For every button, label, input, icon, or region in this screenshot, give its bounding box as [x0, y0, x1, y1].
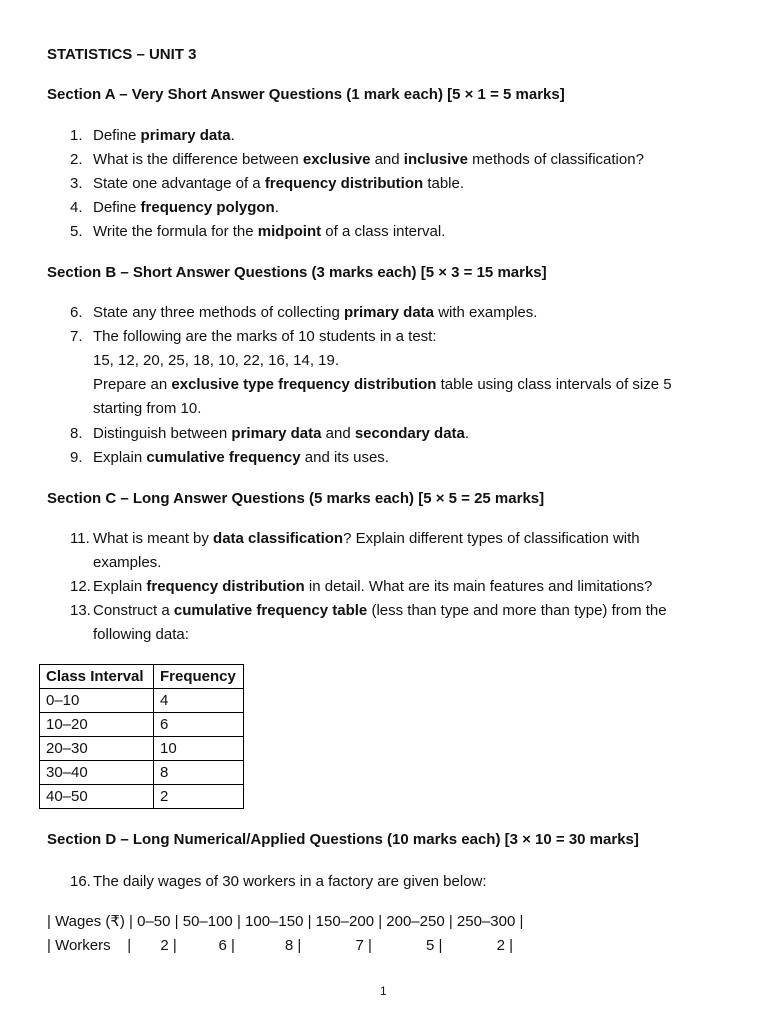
- question-7: 7. The following are the marks of 10 students in a test:: [70, 328, 437, 345]
- question-7-instruction: Prepare an exclusive type frequency distribution table using class intervals of size 5: [93, 376, 672, 393]
- table-header-cell: Frequency: [154, 665, 244, 689]
- table-cell: 10: [154, 737, 244, 761]
- question-1: 1. Define primary data.: [70, 127, 235, 144]
- section-d-heading: Section D – Long Numerical/Applied Questions (10 marks each) [3 × 10 = 30 marks]: [47, 831, 639, 848]
- table-cell: 20–30: [40, 737, 154, 761]
- table-header-row: [40, 665, 244, 689]
- wages-header-line: | Wages (₹) | 0–50 | 50–100 | 100–150 | 150–200 | 200–250 | 250–300 |: [47, 913, 524, 930]
- question-7-instruction-cont: starting from 10.: [93, 400, 202, 417]
- table-header-cell: Class Interval: [40, 665, 154, 689]
- table-cell: 4: [154, 689, 244, 713]
- question-16: 16. The daily wages of 30 workers in a factory are given below:: [70, 873, 487, 890]
- section-c-heading: Section C – Long Answer Questions (5 marks each) [5 × 5 = 25 marks]: [47, 490, 545, 507]
- table-row: [40, 785, 244, 809]
- table-cell: 40–50: [40, 785, 154, 809]
- question-7-marks-list: 15, 12, 20, 25, 18, 10, 22, 16, 14, 19.: [93, 352, 340, 369]
- table-cell: 0–10: [40, 689, 154, 713]
- question-3: 3. State one advantage of a frequency distribution table.: [70, 175, 465, 192]
- question-6: 6. State any three methods of collecting primary data with examples.: [70, 304, 538, 321]
- table-row: [40, 713, 244, 737]
- class-frequency-table: [39, 664, 244, 809]
- question-11: 11. What is meant by data classification? Explain different types of classification with: [70, 530, 640, 547]
- table-cell: 30–40: [40, 761, 154, 785]
- table-cell: 6: [154, 713, 244, 737]
- section-b-heading: Section B – Short Answer Questions (3 marks each) [5 × 3 = 15 marks]: [47, 264, 547, 281]
- question-2: 2. What is the difference between exclusive and inclusive methods of classification?: [70, 151, 644, 168]
- question-13-cont: following data:: [93, 626, 189, 643]
- table-row: [40, 689, 244, 713]
- question-13: 13. Construct a cumulative frequency table (less than type and more than type) from the: [70, 602, 667, 619]
- table-cell: 8: [154, 761, 244, 785]
- workers-line: | Workers | 2 | 6 | 8 | 7 | 5 | 2 |: [47, 937, 514, 954]
- question-8: 8. Distinguish between primary data and secondary data.: [70, 425, 470, 442]
- question-9: 9. Explain cumulative frequency and its uses.: [70, 449, 389, 466]
- table-cell: 2: [154, 785, 244, 809]
- question-5: 5. Write the formula for the midpoint of a class interval.: [70, 223, 446, 240]
- question-12: 12. Explain frequency distribution in detail. What are its main features and limitations?: [70, 578, 653, 595]
- question-11-cont: examples.: [93, 554, 162, 571]
- table-row: [40, 737, 244, 761]
- document-title: STATISTICS – UNIT 3: [47, 46, 197, 63]
- page-number: 1: [380, 984, 387, 998]
- table-cell: 10–20: [40, 713, 154, 737]
- question-4: 4. Define frequency polygon.: [70, 199, 279, 216]
- section-a-heading: Section A – Very Short Answer Questions (1 mark each) [5 × 1 = 5 marks]: [47, 86, 565, 103]
- table-row: [40, 761, 244, 785]
